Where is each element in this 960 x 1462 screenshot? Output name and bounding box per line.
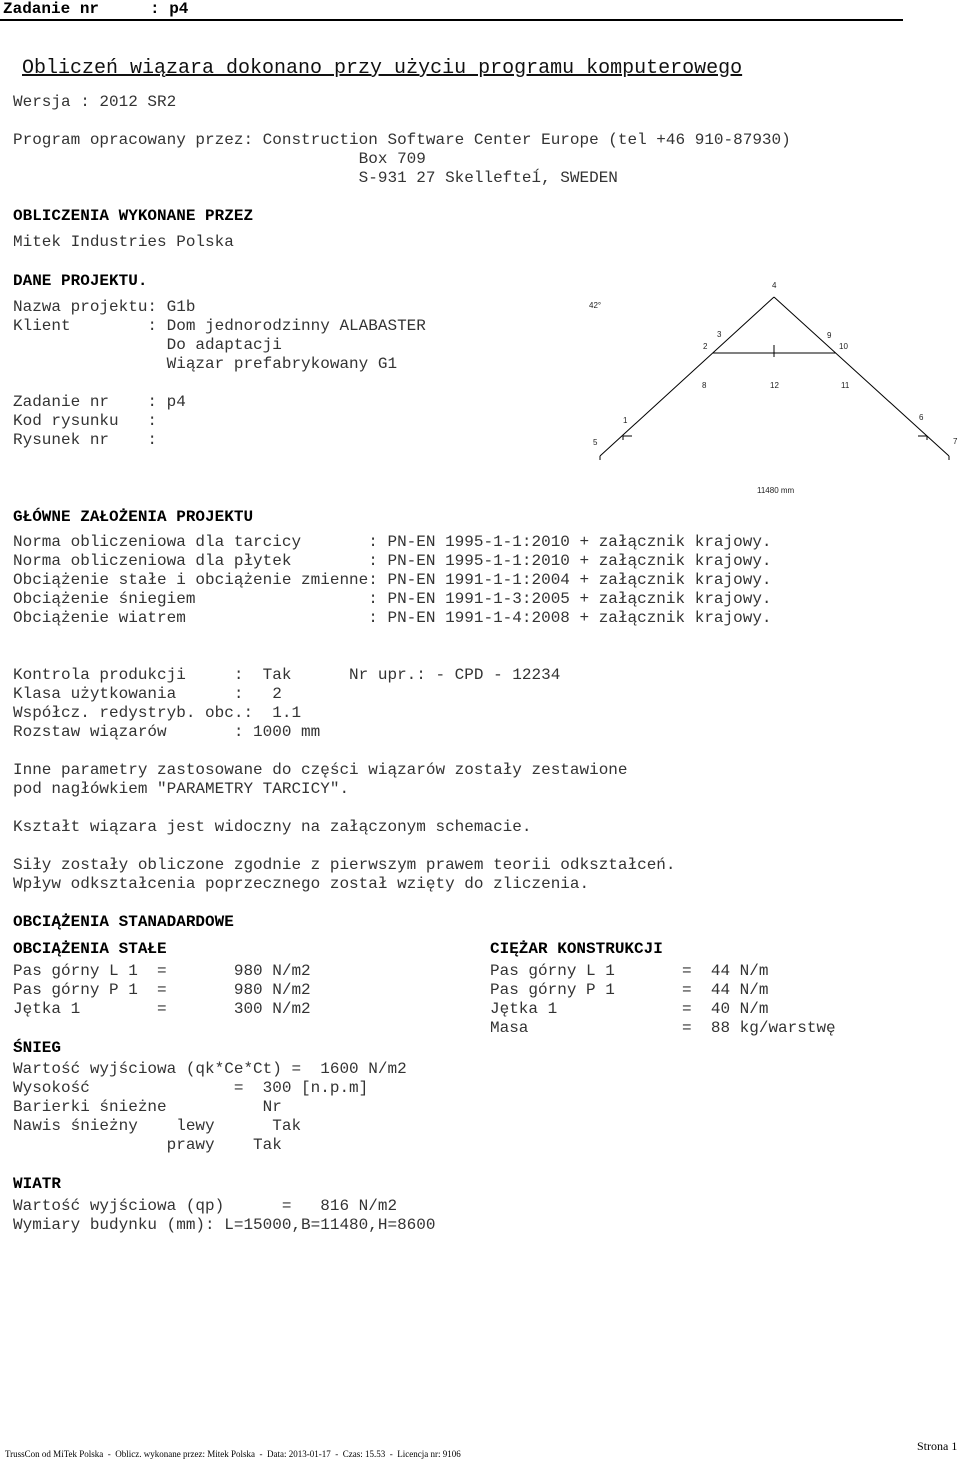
dead-load-line: Pas górny L 1 = 980 N/m2 [13, 962, 311, 980]
node-label: 2 [703, 342, 708, 351]
truss-diagram [585, 270, 960, 505]
production-line: Rozstaw wiązarów : 1000 mm [13, 723, 321, 741]
calc-by-heading: OBLICZENIA WYKONANE PRZEZ [13, 207, 254, 225]
node-label: 11 [841, 381, 850, 390]
self-weight-heading: CIĘŻAR KONSTRUKCJI [490, 940, 663, 958]
assumption-line: Norma obliczeniowa dla tarcicy : PN-EN 1995-1-1:2010 + załącznik krajowy. [13, 533, 772, 551]
node-label: 6 [919, 413, 924, 422]
node-label: 4 [772, 281, 777, 290]
snow-line: prawy Tak [13, 1136, 282, 1154]
assumption-line: Norma obliczeniowa dla płytek : PN-EN 1995-1-1:2010 + załącznik krajowy. [13, 552, 772, 570]
truss-drawing [585, 270, 960, 505]
program-line-3: S-931 27 Skellefteĺ, SWEDEN [13, 169, 618, 187]
assumptions-heading: GŁÓWNE ZAŁOŻENIA PROJEKTU [13, 508, 254, 526]
left-rafter [600, 297, 774, 456]
production-line: Współcz. redystryb. obc.: 1.1 [13, 704, 302, 722]
project-heading: DANE PROJEKTU. [13, 272, 148, 290]
program-line-1: Program opracowany przez: Construction Software Center Europe (tel +46 910-87930) [13, 131, 791, 149]
header-task-label: Zadanie nr [3, 0, 100, 18]
project-line: Nazwa projektu: G1b [13, 298, 196, 316]
assumption-line: Obciążenie stałe i obciążenie zmienne: PN-EN 1991-1-1:2004 + załącznik krajowy. [13, 571, 772, 589]
angle-label: 42° [589, 301, 602, 310]
snow-line: Nawis śnieżny lewy Tak [13, 1117, 302, 1135]
project-line: Klient : Dom jednorodzinny ALABASTER [13, 317, 426, 335]
node-label: 12 [770, 381, 779, 390]
project-line: Do adaptacji [13, 336, 282, 354]
wind-line: Wymiary budynku (mm): L=15000,B=11480,H=8600 [13, 1216, 436, 1234]
node-label: 3 [717, 330, 722, 339]
snow-line: Wartość wyjściowa (qk*Ce*Ct) = 1600 N/m2 [13, 1060, 407, 1078]
calc-by-value: Mitek Industries Polska [13, 233, 234, 251]
assumption-line: Obciążenie śniegiem : PN-EN 1991-1-3:2005 + załącznik krajowy. [13, 590, 772, 608]
header-task-value: : p4 [150, 0, 189, 18]
wind-line: Wartość wyjściowa (qp) = 816 N/m2 [13, 1197, 398, 1215]
page-number: Strona 1 [917, 1439, 958, 1453]
page-title: Obliczeń wiązara dokonano przy użyciu programu komputerowego [22, 57, 743, 80]
node-label: 10 [839, 342, 848, 351]
production-line: Klasa użytkowania : 2 [13, 685, 282, 703]
dead-load-heading: OBCIĄŻENIA STAŁE [13, 940, 167, 958]
node-label: 1 [623, 416, 628, 425]
page-header [0, 0, 903, 21]
project-line: Kod rysunku : [13, 412, 158, 430]
dead-load-line: Jętka 1 = 300 N/m2 [13, 1000, 311, 1018]
dead-load-line: Pas górny P 1 = 980 N/m2 [13, 981, 311, 999]
version-line: Wersja : 2012 SR2 [13, 93, 177, 111]
note-line: pod nagłówkiem "PARAMETRY TARCICY". [13, 780, 350, 798]
production-line: Kontrola produkcji : Tak Nr upr.: - CPD - 12234 [13, 666, 561, 684]
node-label: 7 [953, 437, 958, 446]
span-dimension: 11480 mm [757, 486, 795, 495]
wind-heading: WIATR [13, 1175, 62, 1193]
note-line: Wpływ odkształcenia poprzecznego został wzięty do zliczenia. [13, 875, 590, 893]
note-line: Kształt wiązara jest widoczny na załączonym schemacie. [13, 818, 532, 836]
loads-heading: OBCIĄŻENIA STANADARDOWE [13, 913, 234, 931]
assumption-line: Obciążenie wiatrem : PN-EN 1991-1-4:2008 + załącznik krajowy. [13, 609, 772, 627]
project-line: Rysunek nr : [13, 431, 158, 449]
page-footer: TrussCon od MiTek Polska - Oblicz. wykonane przez: Mitek Polska - Data: 2013-01-17 - Czas: 15.53 - Licencja nr: 9106 [5, 1449, 461, 1459]
project-line: Zadanie nr : p4 [13, 393, 186, 411]
self-weight-line: Masa = 88 kg/warstwę [490, 1019, 836, 1037]
snow-line: Wysokość = 300 [n.p.m] [13, 1079, 369, 1097]
node-label: 8 [702, 381, 707, 390]
snow-heading: ŚNIEG [13, 1039, 62, 1057]
note-line: Siły zostały obliczone zgodnie z pierwszym prawem teorii odkształceń. [13, 856, 676, 874]
snow-line: Barierki śnieżne Nr [13, 1098, 282, 1116]
self-weight-line: Pas górny L 1 = 44 N/m [490, 962, 769, 980]
self-weight-line: Jętka 1 = 40 N/m [490, 1000, 769, 1018]
note-line: Inne parametry zastosowane do części wiązarów zostały zestawione [13, 761, 628, 779]
self-weight-line: Pas górny P 1 = 44 N/m [490, 981, 769, 999]
right-rafter [774, 297, 949, 456]
project-line: Wiązar prefabrykowany G1 [13, 355, 398, 373]
node-label: 5 [593, 438, 598, 447]
node-label: 9 [827, 331, 832, 340]
program-line-2: Box 709 [13, 150, 426, 168]
